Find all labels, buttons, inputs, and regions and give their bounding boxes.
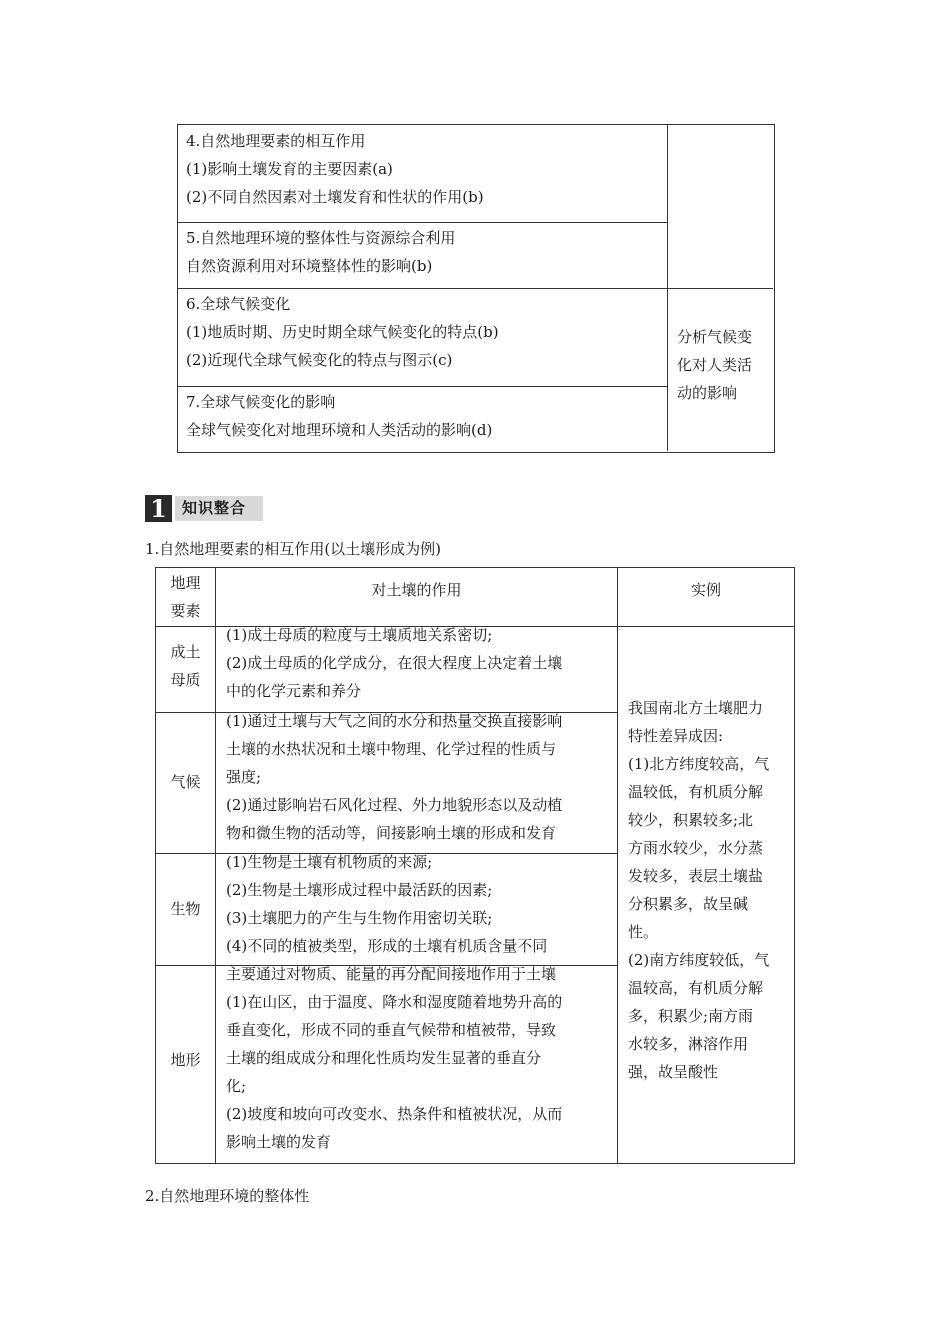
effect-line: (1)生物是土壤有机物质的来源;: [226, 853, 433, 871]
effect-line: 土壤的组成成分和理化性质均发生显著的垂直分: [226, 1049, 542, 1067]
factor-label-line: 母质: [170, 671, 201, 689]
header-effect-label: 对土壤的作用: [371, 581, 462, 599]
example-line: 温较低，有机质分解: [628, 783, 764, 801]
factor-topography: [156, 965, 215, 1163]
effect-line: (1)通过土壤与大气之间的水分和热量交换直接影响: [226, 712, 563, 730]
section-title: 知识整合: [175, 496, 263, 521]
example-line: 方雨水较少，水分蒸: [628, 839, 764, 857]
effect-topography: [215, 965, 617, 1163]
effect-line: 物和微生物的活动等，间接影响土壤的形成和发育: [226, 824, 557, 842]
effect-line: 主要通过对物质、能量的再分配间接地作用于土壤: [226, 965, 557, 983]
block-title: 4.自然地理要素的相互作用: [186, 132, 366, 150]
soil-factor-table: [155, 567, 795, 1164]
syllabus-block-7: [178, 386, 667, 451]
effect-line: 强度;: [226, 768, 262, 786]
effect-parent-material: [215, 626, 617, 712]
example-line: 温较高，有机质分解: [628, 979, 764, 997]
header-factor: [156, 568, 215, 626]
block-item: 全球气候变化对地理环境和人类活动的影响(d): [186, 421, 493, 439]
header-factor-line: 要素: [170, 602, 201, 620]
effect-line: 土壤的水热状况和土壤中物理、化学过程的性质与: [226, 740, 557, 758]
effect-line: 垂直变化，形成不同的垂直气候带和植被带，导致: [226, 1021, 557, 1039]
factor-label-line: 成土: [170, 643, 201, 661]
example-line: 强，故呈酸性: [628, 1063, 719, 1081]
effect-line: (1)在山区，由于温度、降水和湿度随着地势升高的: [226, 993, 563, 1011]
block-item: (1)地质时期、历史时期全球气候变化的特点(b): [186, 323, 499, 341]
example-line: 我国南北方土壤肥力: [628, 699, 764, 717]
effect-line: (4)不同的植被类型，形成的土壤有机质含量不同: [226, 937, 548, 955]
effect-line: (2)生物是土壤形成过程中最活跃的因素;: [226, 881, 493, 899]
effect-climate: [215, 712, 617, 853]
section-number-badge: 1: [145, 495, 172, 522]
effect-line: (2)成土母质的化学成分，在很大程度上决定着土壤: [226, 654, 563, 672]
header-example-label: 实例: [690, 581, 721, 599]
syllabus-table: [177, 124, 775, 453]
effect-line: (2)通过影响岩石风化过程、外力地貌形态以及动植: [226, 796, 563, 814]
heading-2: 2.自然地理环境的整体性: [145, 1187, 310, 1205]
factor-organisms: [156, 853, 215, 965]
requirement-line: 动的影响: [677, 384, 738, 402]
requirement-line: 化对人类活: [677, 356, 753, 374]
block-item: (2)近现代全球气候变化的特点与图示(c): [186, 351, 453, 369]
block-title: 5.自然地理环境的整体性与资源综合利用: [186, 229, 456, 247]
heading-1: 1.自然地理要素的相互作用(以土壤形成为例): [145, 540, 442, 558]
example-cell: [617, 626, 794, 1163]
effect-line: 影响土壤的发育: [226, 1133, 332, 1151]
requirement-cell-top: [667, 125, 773, 288]
factor-label-line: 气候: [170, 773, 201, 791]
example-line: (1)北方纬度较高，气: [628, 755, 770, 773]
effect-organisms: [215, 853, 617, 965]
effect-line: (2)坡度和坡向可改变水、热条件和植被状况，从而: [226, 1105, 563, 1123]
example-line: 性。: [628, 923, 659, 941]
header-factor-line: 地理: [170, 574, 201, 592]
effect-line: 化;: [226, 1077, 247, 1095]
requirement-cell-climate: [667, 288, 773, 451]
example-line: 发较多，表层土壤盐: [628, 867, 764, 885]
block-item: (1)影响土壤发育的主要因素(a): [186, 160, 393, 178]
requirement-line: 分析气候变: [677, 328, 753, 346]
syllabus-block-5: [178, 222, 667, 288]
effect-line: (3)土壤肥力的产生与生物作用密切关联;: [226, 909, 493, 927]
block-title: 6.全球气候变化: [186, 295, 291, 313]
block-item: (2)不同自然因素对土壤发育和性状的作用(b): [186, 188, 484, 206]
example-line: 多，积累少;南方雨: [628, 1007, 754, 1025]
block-title: 7.全球气候变化的影响: [186, 393, 336, 411]
syllabus-block-4: [178, 125, 667, 222]
effect-line: 中的化学元素和养分: [226, 682, 362, 700]
factor-label-line: 地形: [170, 1051, 201, 1069]
header-example: [617, 568, 794, 626]
example-line: 分积累多，故呈碱: [628, 895, 749, 913]
block-item: 自然资源利用对环境整体性的影响(b): [186, 257, 433, 275]
example-line: 水较多，淋溶作用: [628, 1035, 749, 1053]
example-line: (2)南方纬度较低，气: [628, 951, 770, 969]
factor-label-line: 生物: [170, 900, 201, 918]
example-line: 较少，积累较多;北: [628, 811, 754, 829]
effect-line: (1)成土母质的粒度与土壤质地关系密切;: [226, 626, 493, 644]
header-effect: [215, 568, 617, 626]
factor-climate: [156, 712, 215, 853]
factor-parent-material: [156, 626, 215, 712]
example-line: 特性差异成因:: [628, 727, 724, 745]
